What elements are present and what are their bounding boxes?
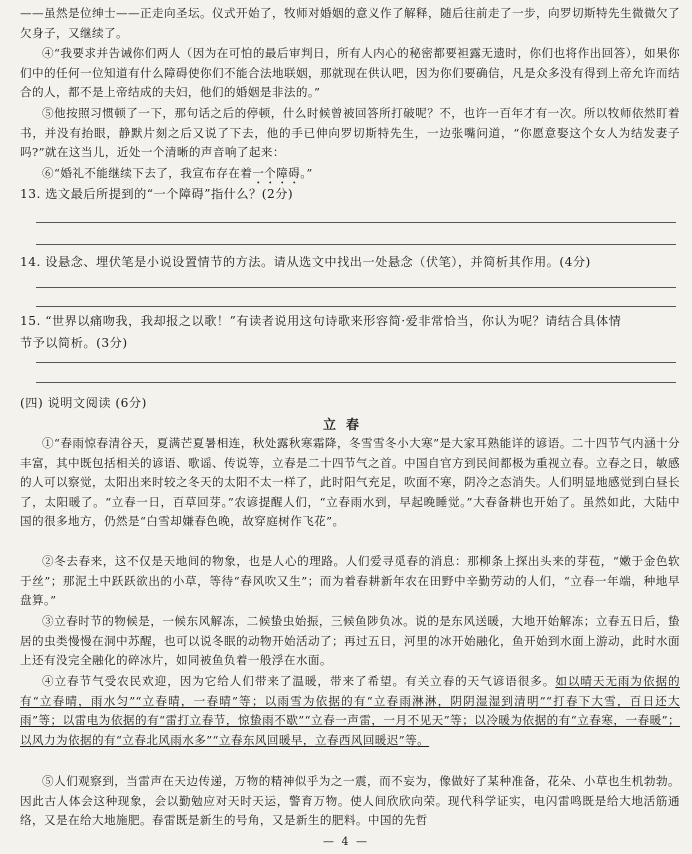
story-paragraph-5: ⑤他按照习惯顿了一下，那句话之后的停顿，什么时候曾被回答所打破呢？不，也许一百年才有一次。所以牧师依然盯着书，并没有抬眼，静默片刻之后又说了下去，他的手已伸向罗切斯特先生，一边张嘴问道，“你愿意娶这个女人为结发妻子吗?”就在这当儿，近处一个清晰的声音响了起来： bbox=[20, 106, 680, 159]
article-paragraph-5: ⑤人们观察到，当雷声在天边传递，万物的精神似乎为之一震，而不妄为，像做好了某种准备，花朵、小草也生机勃勃。因此古人体会这种现象，会以勤勉应对天时天运，警育万物。使人间欣欣向荣。现代科学证实，电闪雷鸣既是给大地活筋通络，又是在给大地施肥。春雷既是新生的号角，又是新生的肥料。中国的先哲 bbox=[20, 774, 680, 827]
article-p4-intro: ④立春节气受农民欢迎，因为它给人们带来了温暖，带来了希望。有关立春的天气谚语很多。 bbox=[42, 674, 556, 688]
story-paragraph-continued: ——虽然是位绅士——正走向圣坛。仪式开始了，牧师对婚姻的意义作了解释，随后往前走了一步，向罗切斯特先生微微欠了欠身子，又继续了。 bbox=[20, 6, 680, 40]
answer-line-13a[interactable] bbox=[36, 222, 676, 223]
article-paragraph-3: ③立春时节的物候是，一候东风解冻，二候蛰虫始振，三候鱼陟负冰。说的是东风送暖，大地开始解冻；立春五日后，蛰居的虫类慢慢在洞中苏醒，也可以说冬眠的动物开始活动了；再过五日，河里的冰开始融化，鱼开始到水面上游动，此时水面上还有没完全融化的碎冰片，如同被鱼负着一般浮在水面。 bbox=[20, 614, 680, 667]
answer-line-14a[interactable] bbox=[36, 287, 676, 288]
section-heading: (四) 说明文阅读 (6分) bbox=[20, 396, 147, 410]
story-paragraph-4: ④“我要求并告诫你们两人（因为在可怕的最后审判日，所有人内心的秘密都要袒露无遗时，你们也将作出回答），如果你们中的任何一位知道有什么障碍使你们不能合法地联姻，那就现在供认吧，因为你们要确信，凡是众多没有得到上帝允许而结合的人，都不是上帝结成的夫妇，他们的婚姻是非法的。” bbox=[20, 46, 680, 99]
article-paragraph-4 bbox=[20, 672, 680, 750]
question-13: 13. 选文最后所提到的“一个障碍”指什么？(2分) bbox=[20, 187, 294, 201]
answer-line-14b[interactable] bbox=[36, 306, 676, 307]
story-p6-end: 。” bbox=[300, 166, 313, 180]
question-15-line1: 15. “世界以痛吻我，我却报之以歌！”有读者说用这句诗歌来形容简·爱非常恰当，你认为呢？请结合具体情 bbox=[20, 314, 622, 328]
page-number: — 4 — bbox=[323, 835, 369, 848]
story-p6-text: ⑥“婚礼不能继续下去了，我宣布存在着 bbox=[42, 166, 253, 180]
answer-line-13b[interactable] bbox=[36, 244, 676, 245]
article-paragraph-2: ②冬去春来，这不仅是天地间的物象，也是人心的理路。人们爱寻觅春的消息：那柳条上探出头来的芽苞，“嫩于金色软于丝”；那泥土中跃跃欲出的小草，等待“春风吹又生”；而为着春耕新年农在田野中辛勤劳动的人们，“立春一年端，种地早盘算。” bbox=[20, 554, 680, 607]
underlined-proverbs: 如以晴天无雨为依据的有“立春晴，雨水匀”“立春晴，一春晴”等；以雨雪为依据的有“立春雨淋淋，阴阴湿湿到清明”“打春下大雪，百日还大雨”等；以雷电为依据的有“雷打立春节，惊蛰雨不歇”“立春一声雷，一月不见天”等；以冷暖为依据的有“立春寒，一春暖”；以风力为依据的有“立春北风雨水多”“立春东风回暖早，立春西风回暖迟”等。 bbox=[20, 674, 680, 747]
emphasized-obstacle: 一个障碍 bbox=[252, 166, 301, 180]
question-14: 14. 设悬念、埋伏笔是小说设置情节的方法。请从选文中找出一处悬念（伏笔），并简析其作用。(4分) bbox=[20, 255, 591, 269]
answer-line-15b[interactable] bbox=[36, 382, 676, 383]
question-15-line2: 节予以简析。(3分) bbox=[20, 336, 128, 350]
article-paragraph-1: ①“春雨惊春清谷天，夏满芒夏暑相连，秋处露秋寒霜降，冬雪雪冬小大寒”是大家耳熟能详的谚语。二十四节气内涵十分丰富，其中既包括相关的谚语、歌谣、传说等，立春是二十四节气之首。中国自官方到民间都极为重视立春。立春之日，敏感的人可以察觉，太阳出来时较之冬天的太阳不太一样了，此时阳气充足，吹面不寒，阴冷之态消失。人们明显地感觉到白昼长了，太阳暖了。“立春一日，百草回芽。”农谚提醒人们，“立春雨水到，早起晚睡觉。”大春备耕也开始了。虽然如此，大陆中国的很多地方，仍然是“白雪却嫌春色晚，故穿庭树作飞花”。 bbox=[20, 436, 680, 528]
answer-line-15a[interactable] bbox=[36, 362, 676, 363]
article-title: 立春 bbox=[322, 418, 369, 433]
